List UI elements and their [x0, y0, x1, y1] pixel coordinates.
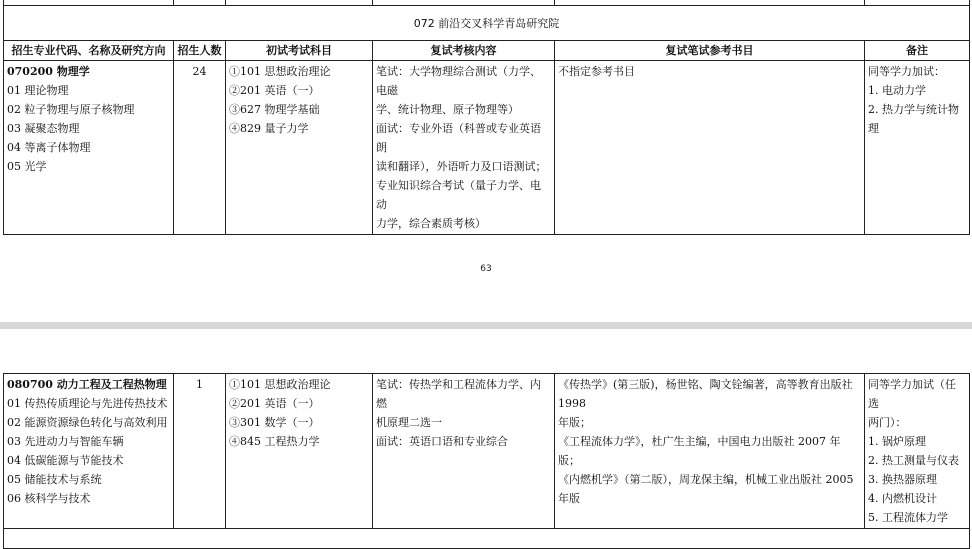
- books-cell: [555, 61, 865, 235]
- major-cell: [4, 61, 174, 235]
- header-books: 复试笔试参考书目: [555, 41, 865, 61]
- page-separator: [0, 322, 972, 329]
- retest-cell: [373, 61, 555, 235]
- exam-subject: ④829 量子力学: [229, 122, 309, 135]
- direction-item: 04 低碳能源与节能技术: [7, 454, 124, 467]
- books-cell: [555, 374, 865, 529]
- note-line: 同等学力加试：: [868, 65, 945, 78]
- note-line: 2. 热力学与统计物理: [868, 103, 959, 135]
- direction-item: 05 光学: [7, 160, 47, 173]
- header-retest: 复试考核内容: [373, 41, 555, 61]
- cut-row: [4, 529, 970, 549]
- table-row: [4, 61, 970, 235]
- book-line: 《传热学》(第三版)，杨世铭、陶文铨编著，高等教育出版社 1998: [558, 378, 853, 410]
- admissions-table-top: [3, 0, 970, 235]
- book-line: 《工程流体力学》，杜广生主编，中国电力出版社 2007 年版；: [558, 435, 841, 467]
- exam-subject: ②201 英语（一）: [229, 397, 320, 410]
- direction-item: 01 传热传质理论与先进传热技术: [7, 397, 168, 410]
- direction-item: 01 理论物理: [7, 84, 69, 97]
- exam-cell: [226, 61, 373, 235]
- retest-line: 专业知识综合考试（量子力学、电动: [376, 179, 541, 211]
- enrollment-count: 24: [192, 65, 207, 78]
- exam-subject: ②201 英语（一）: [229, 84, 320, 97]
- retest-line: 面试：专业外语（科普或专业英语朗: [376, 122, 541, 154]
- major-cell: [4, 374, 174, 529]
- note-line: 5. 工程流体力学: [868, 511, 948, 524]
- page-bottom: [0, 329, 972, 527]
- header-notes: 备注: [865, 41, 970, 61]
- page-number: 63: [480, 264, 492, 274]
- retest-line: 学、统计物理、原子物理等）: [376, 103, 519, 116]
- direction-item: 06 核科学与技术: [7, 492, 91, 505]
- exam-subject: ④845 工程热力学: [229, 435, 320, 448]
- header-exam: 初试考试科目: [226, 41, 373, 61]
- notes-cell: [865, 374, 970, 529]
- retest-line: 读和翻译），外语听力及口语测试；: [376, 160, 547, 173]
- book-line: 年版: [558, 492, 580, 505]
- book-line: 年版；: [558, 416, 591, 429]
- note-line: 1. 电动力学: [868, 84, 926, 97]
- direction-item: 03 凝聚态物理: [7, 122, 80, 135]
- exam-cell: [226, 374, 373, 529]
- book-line: 不指定参考书目: [558, 65, 635, 78]
- enrollment-count: 1: [196, 378, 203, 391]
- note-line: 同等学力加试（任选: [868, 378, 956, 410]
- direction-item: 03 先进动力与智能车辆: [7, 435, 124, 448]
- major-title: 080700 动力工程及工程热物理: [7, 378, 167, 391]
- retest-line: 笔试：大学物理综合测试（力学、电磁: [376, 65, 541, 97]
- note-line: 两门）：: [868, 416, 907, 429]
- retest-line: 力学，综合素质考核）: [376, 217, 486, 230]
- exam-subject: ③301 数学（一）: [229, 416, 320, 429]
- retest-cell: [373, 374, 555, 529]
- note-line: 1. 锅炉原理: [868, 435, 926, 448]
- exam-subject: ①101 思想政治理论: [229, 65, 331, 78]
- header-major: 招生专业代码、名称及研究方向: [4, 41, 174, 61]
- exam-subject: ③627 物理学基础: [229, 103, 320, 116]
- book-line: 《内燃机学》（第二版），周龙保主编，机械工业出版社 2005: [558, 473, 854, 486]
- direction-item: 02 能源资源绿色转化与高效利用: [7, 416, 168, 429]
- notes-cell: [865, 61, 970, 235]
- direction-item: 04 等离子体物理: [7, 141, 91, 154]
- institute-row: [4, 6, 970, 41]
- retest-line: 机原理二选一: [376, 416, 442, 429]
- note-line: 2. 热工测量与仪表: [868, 454, 959, 467]
- note-line: 4. 内燃机设计: [868, 492, 937, 505]
- retest-line: 笔试：传热学和工程流体力学、内燃: [376, 378, 541, 410]
- header-row: [4, 41, 970, 61]
- header-count: 招生人数: [174, 41, 226, 61]
- admissions-table-bottom: [3, 373, 970, 549]
- retest-line: 面试：英语口语和专业综合: [376, 435, 508, 448]
- major-title: 070200 物理学: [7, 65, 90, 78]
- count-cell: [174, 374, 226, 529]
- exam-subject: ①101 思想政治理论: [229, 378, 331, 391]
- note-line: 3. 换热器原理: [868, 473, 937, 486]
- direction-item: 05 储能技术与系统: [7, 473, 102, 486]
- direction-item: 02 粒子物理与原子核物理: [7, 103, 135, 116]
- count-cell: [174, 61, 226, 235]
- table-row: [4, 374, 970, 529]
- institute-title: 072 前沿交叉科学青岛研究院: [4, 6, 970, 41]
